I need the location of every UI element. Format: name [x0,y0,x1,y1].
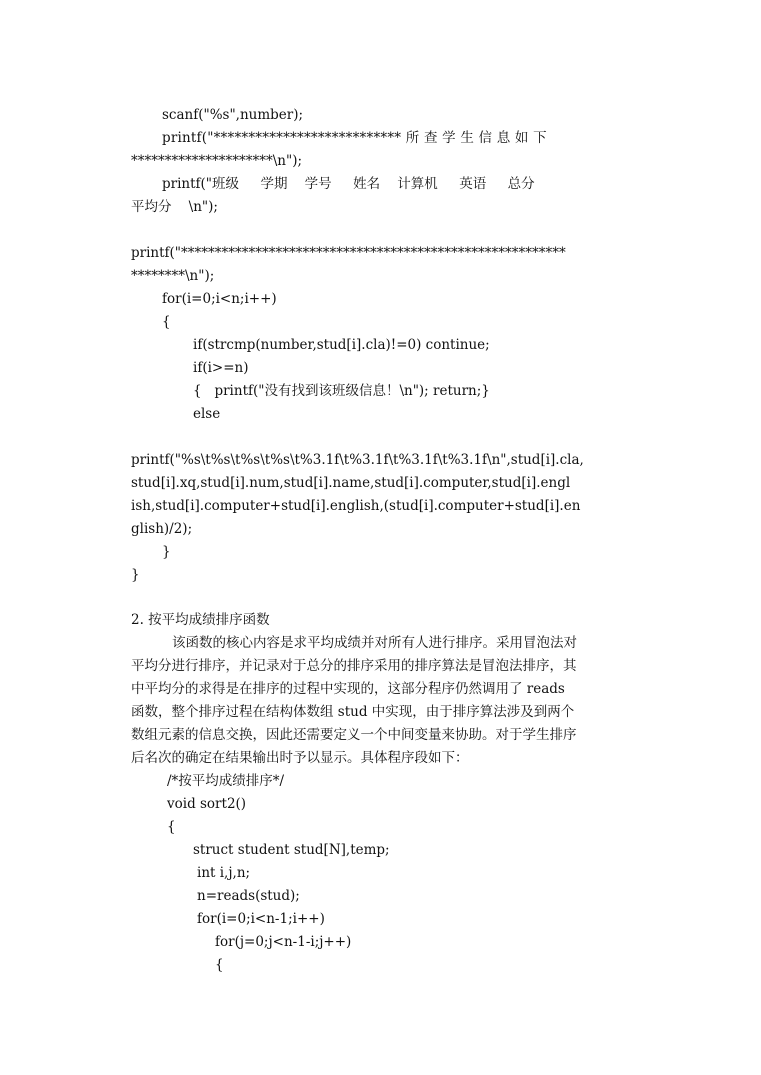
paragraph-line: 该函数的核心内容是求平均成绩并对所有人进行排序。采用冒泡法对 [172,635,577,651]
code-line: for(i=0;i<n-1;i++) [197,911,325,927]
paragraph-line: 后名次的确定在结果输出时予以显示。具体程序段如下： [131,750,469,766]
code-line: /*按平均成绩排序*/ [167,773,285,789]
code-line: if(i>=n) [193,360,249,376]
code-line: printf("*************************** 所 查 学 生 信 息 如 下 [162,130,547,146]
code-line: { printf("没有找到该班级信息！\n"); return;} [193,383,490,399]
code-line: 平均分 \n"); [131,199,218,215]
code-line: { [162,314,171,330]
code-line: int i,j,n; [197,865,251,881]
paragraph-line: 函数，整个排序过程在结构体数组 stud 中实现，由于排序算法涉及到两个 [131,704,575,720]
code-line: } [162,544,171,560]
code-line: ish,stud[i].computer+stud[i].english,(stud[i].computer+stud[i].en [131,498,581,514]
code-line: { [215,957,224,973]
code-line: { [167,819,176,835]
code-line: for(j=0;j<n-1-i;j++) [215,934,352,950]
code-line: } [131,567,140,583]
code-line: ********\n"); [131,268,215,284]
code-line: *********************\n"); [131,153,303,169]
code-line: stud[i].xq,stud[i].num,stud[i].name,stud[i].computer,stud[i].engl [131,475,571,491]
code-line: for(i=0;i<n;i++) [162,291,277,307]
code-line: printf("班级 学期 学号 姓名 计算机 英语 总分 [162,176,535,192]
code-line: else [193,406,221,422]
paragraph-line: 数组元素的信息交换，因此还需要定义一个中间变量来协助。对于学生排序 [131,727,577,743]
paragraph-line: 中平均分的求得是在排序的过程中实现的，这部分程序仍然调用了 reads [131,681,565,697]
code-line: struct student stud[N],temp; [193,842,390,858]
code-line: void sort2() [167,796,247,812]
section-heading: 2. 按平均成绩排序函数 [131,612,270,628]
code-line: scanf("%s",number); [162,107,304,123]
code-line: glish)/2); [131,521,193,537]
paragraph-line: 平均分进行排序，并记录对于总分的排序采用的排序算法是冒泡法排序，其 [131,658,577,674]
code-line: if(strcmp(number,stud[i].cla)!=0) continue; [193,337,490,353]
code-line: n=reads(stud); [197,888,300,904]
code-line: printf("%s\t%s\t%s\t%s\t%3.1f\t%3.1f\t%3.1f\t%3.1f\n",stud[i].cla, [131,452,584,468]
code-line: printf("********************************************************* [131,245,566,261]
